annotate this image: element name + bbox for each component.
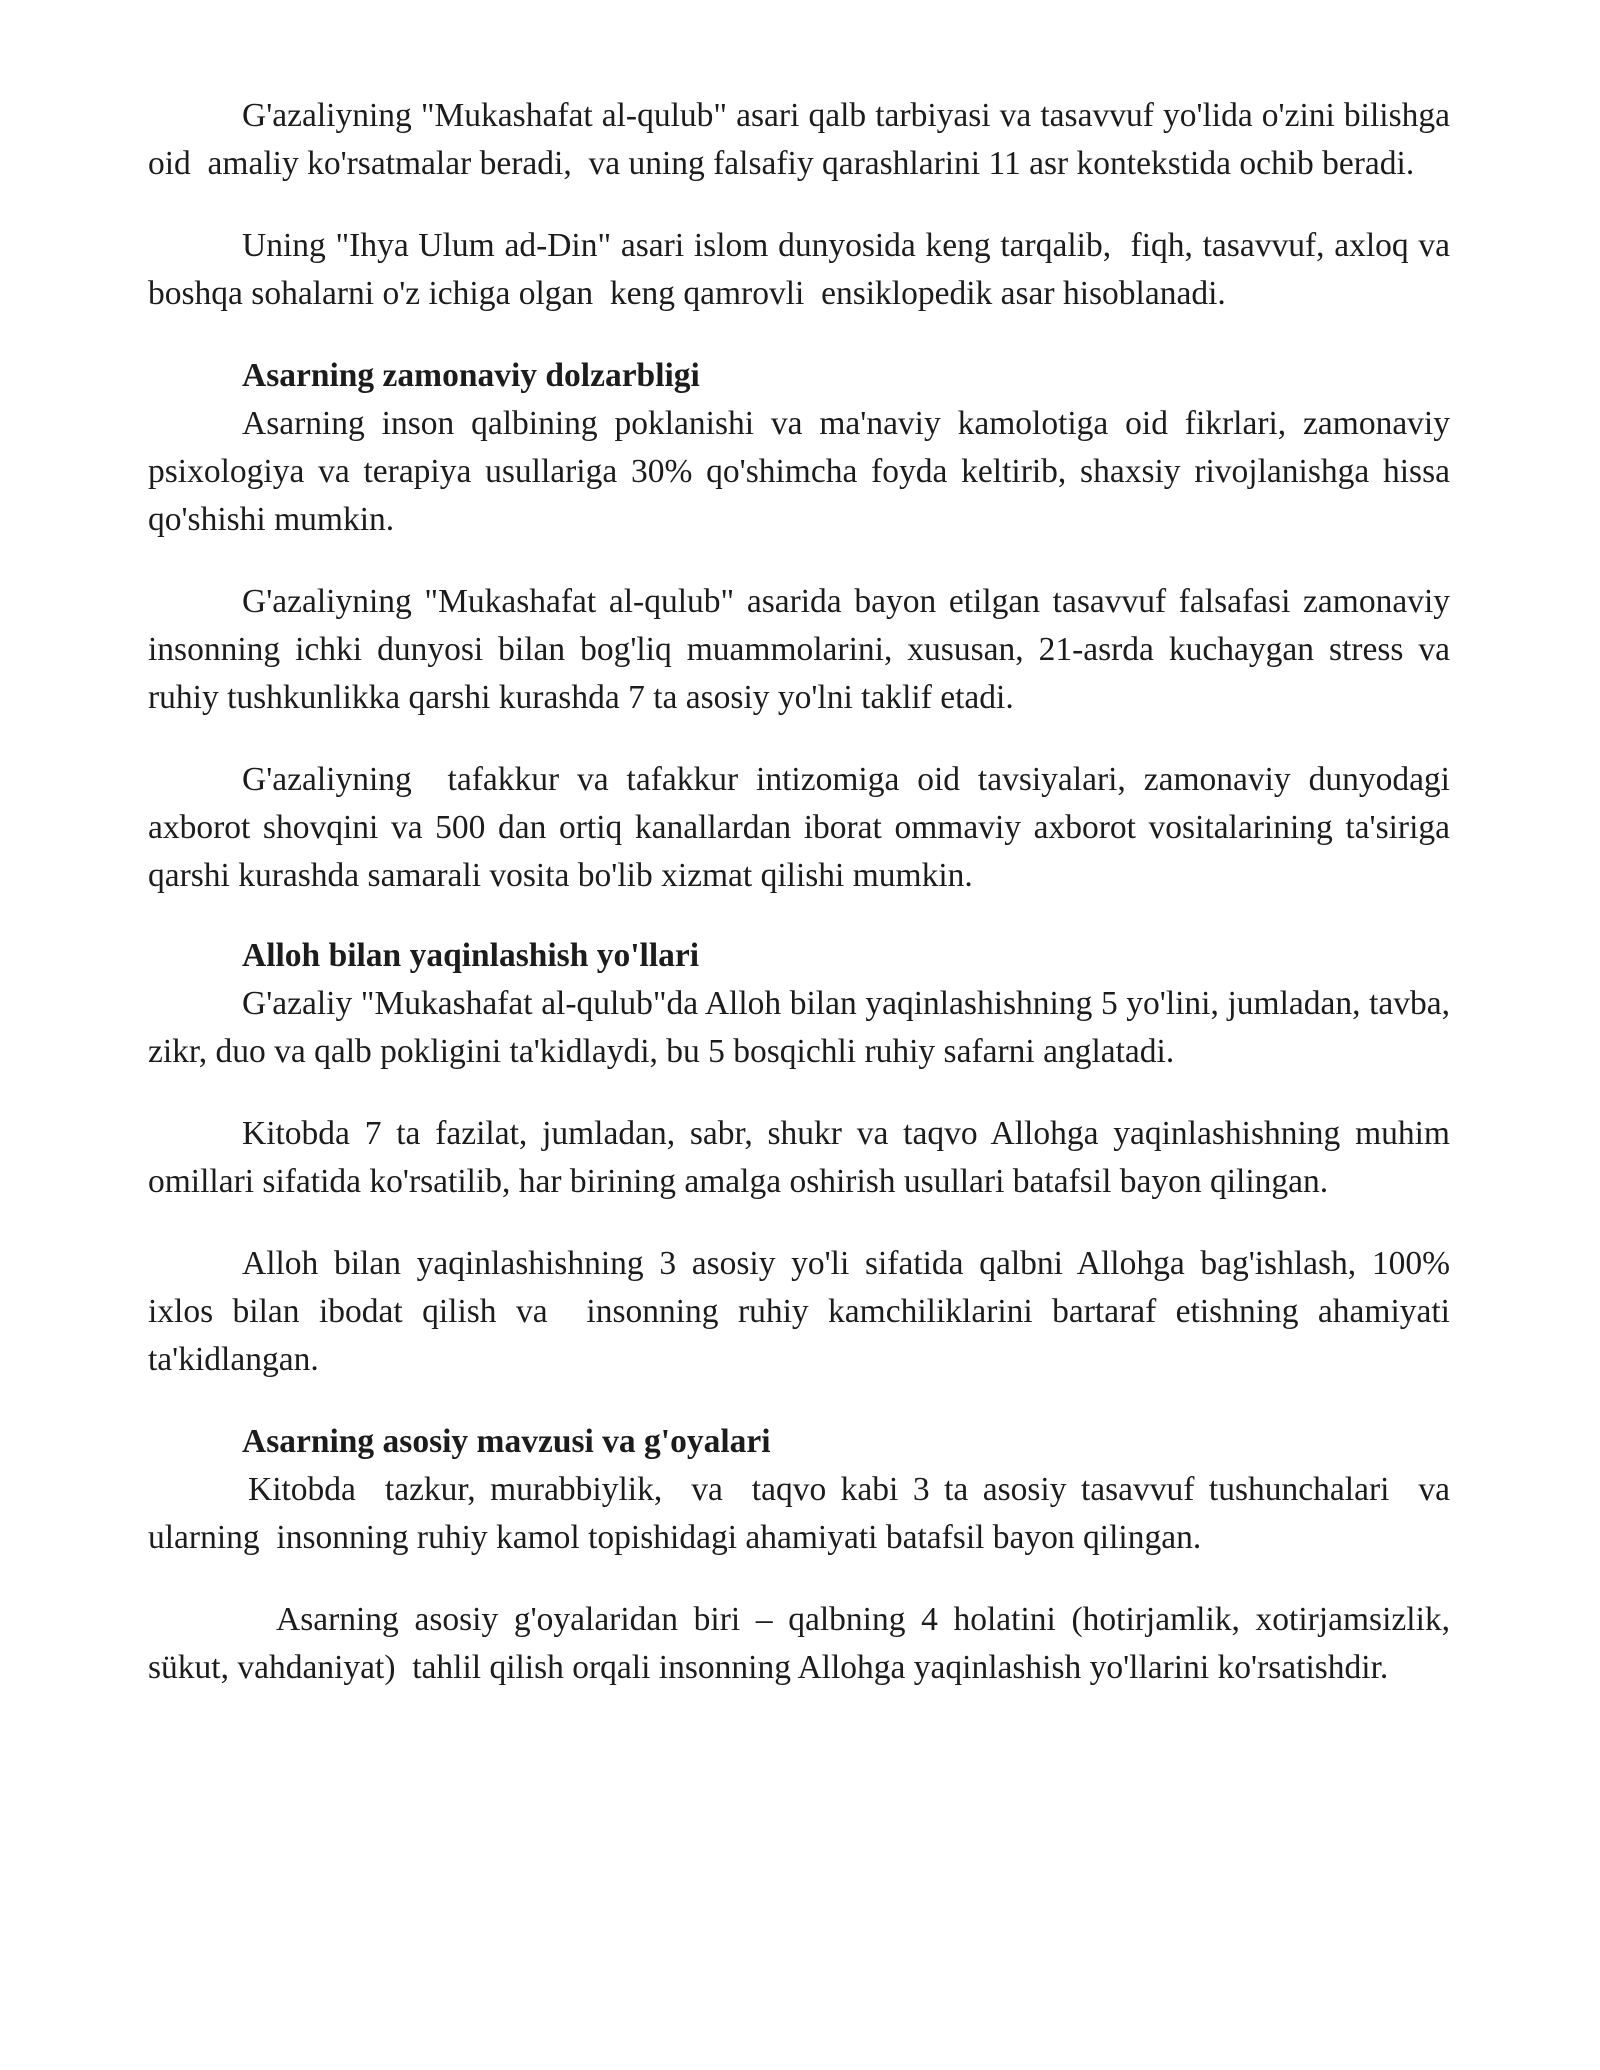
paragraph-three-ways: Alloh bilan yaqinlashishning 3 asosiy yo'li sifatida qalbni Allohga bag'ishlash, 100% ixlos bilan ibodat qilish va insonning ruhiy kamchiliklarini bartaraf etishning ahamiyati ta'kidlangan.	[148, 1245, 1459, 1378]
heading-main-themes: Asarning asosiy mavzusi va g'oyalari	[242, 1423, 771, 1460]
paragraph-stress: G'azaliyning "Mukashafat al-qulub" asarida bayon etilgan tasavvuf falsafasi zamonaviy insonning ichki dunyosi bilan bog'liq muammolarini, xususan, 21-asrda kuchaygan stress va ruhiy tushkunlikka qarshi kurashda 7 ta asosiy yo'lni taklif etadi.	[148, 583, 1459, 716]
paragraph-four-states: Asarning asosiy g'oyalaridan biri – qalbning 4 holatini (hotirjamlik, xotirjamsizlik, sükut, vahdaniyat) tahlil qilish orqali insonning Allohga yaqinlashish yo'llarini ko'rsatishdir.	[148, 1601, 1459, 1686]
heading-modern-relevance: Asarning zamonaviy dolzarbligi	[242, 357, 700, 394]
paragraph-mukashafat-intro: G'azaliyning "Mukashafat al-qulub" asari qalb tarbiyasi va tasavvuf yo'lida o'zini bilishga oid amaliy ko'rsatmalar beradi, va uning falsafiy qarashlarini 11 asr kontekstida ochib beradi.	[148, 97, 1459, 182]
paragraph-seven-virtues: Kitobda 7 ta fazilat, jumladan, sabr, shukr va taqvo Allohga yaqinlashishning muhim omillari sifatida ko'rsatilib, har birining amalga oshirish usullari batafsil bayon qilingan.	[148, 1115, 1459, 1200]
paragraph-five-ways: G'azaliy "Mukashafat al-qulub"da Alloh bilan yaqinlashishning 5 yo'lini, jumladan, tavba, zikr, duo va qalb pokligini ta'kidlaydi, bu 5 bosqichli ruhiy safarni anglatadi.	[148, 985, 1459, 1070]
paragraph-information-noise: G'azaliyning tafakkur va tafakkur intizomiga oid tavsiyalari, zamonaviy dunyodagi axborot shovqini va 500 dan ortiq kanallardan iborat ommaviy axborot vositalarining ta'siriga qarshi kurashda samarali vosita bo'lib xizmat qilishi mumkin.	[148, 761, 1459, 894]
document-page	[148, 92, 1459, 1692]
paragraph-sufi-concepts: Kitobda tazkur, murabbiylik, va taqvo kabi 3 ta asosiy tasavvuf tushunchalari va ularning insonning ruhiy kamol topishidagi ahamiyati batafsil bayon qilingan.	[148, 1471, 1459, 1556]
paragraph-psychology: Asarning inson qalbining poklanishi va ma'naviy kamolotiga oid fikrlari, zamonaviy psixologiya va terapiya usullariga 30% qo'shimcha foyda keltirib, shaxsiy rivojlanishga hissa qo'shishi mumkin.	[148, 405, 1459, 538]
paragraph-ihya-ulum: Uning "Ihya Ulum ad-Din" asari islom dunyosida keng tarqalib, fiqh, tasavvuf, axloq va boshqa sohalarni o'z ichiga olgan keng qamrovli ensiklopedik asar hisoblanadi.	[148, 227, 1459, 312]
heading-ways-to-allah: Alloh bilan yaqinlashish yo'llari	[242, 937, 700, 974]
